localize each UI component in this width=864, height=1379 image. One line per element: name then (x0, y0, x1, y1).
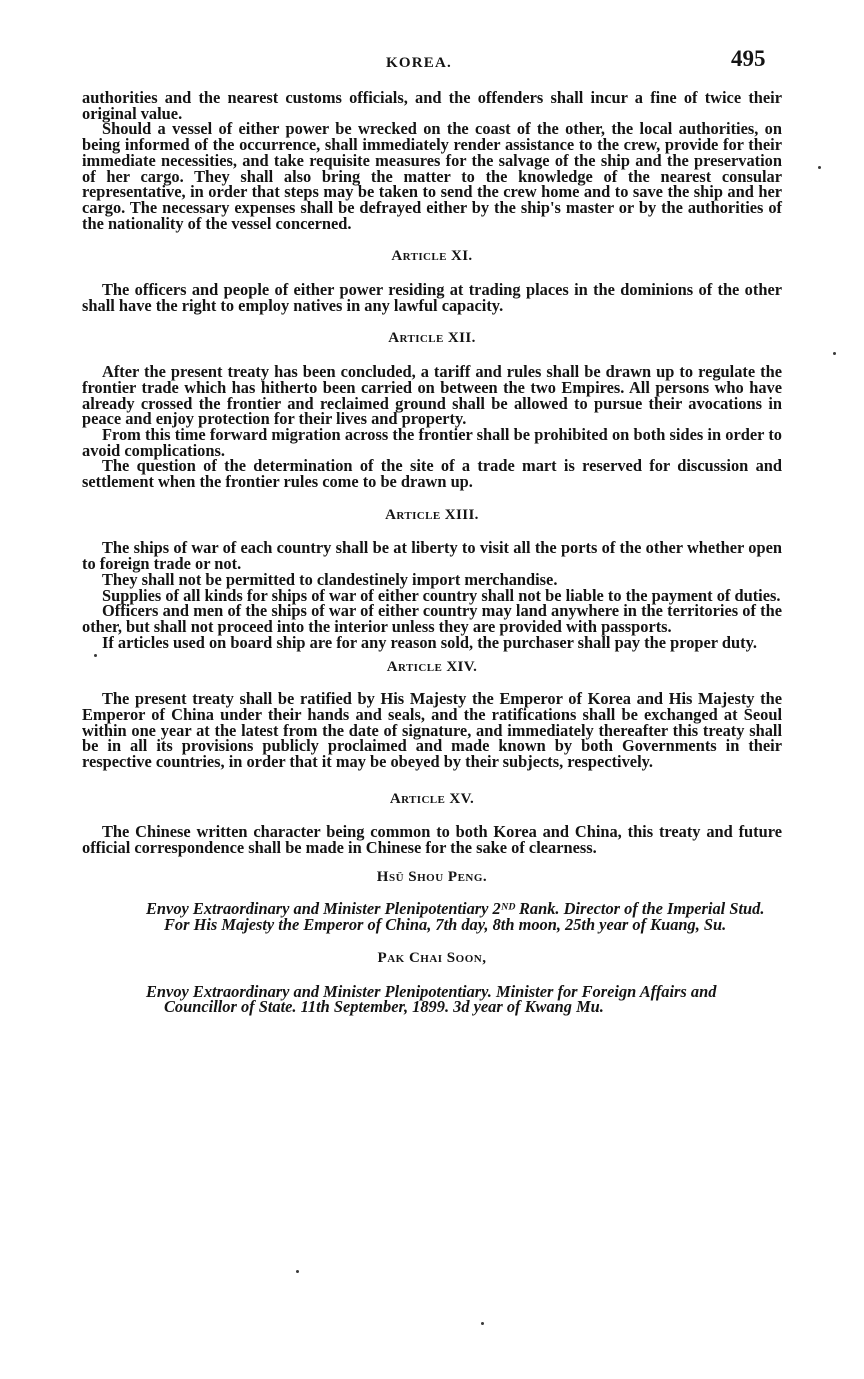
signer-1-name: Hsü Shou Peng. (376, 868, 488, 885)
article-12-paragraph-3: The question of the determination of the site of a trade mart is reserved for discussion and settlement when the frontier rules come to be drawn up. (82, 456, 782, 492)
article-13-heading: Article XIII. (385, 506, 479, 523)
print-speck (94, 654, 97, 657)
article-12-paragraph-2: From this time forward migration across the frontier shall be prohibited on both sides in order to avoid complications. (82, 424, 782, 460)
article-13-paragraph-5: If articles used on board ship are for any reason sold, the purchaser shall pay the proper duty. (102, 632, 757, 652)
print-speck (818, 166, 821, 169)
signer-2-credentials: Envoy Extraordinary and Minister Plenipotentiary. Minister for Foreign Affairs and Councillor of State. 11th September, 1899. 3d year of Kwang Mu. (146, 981, 717, 1017)
article-13-paragraph-1: The ships of war of each country shall be at liberty to visit all the ports of the other whether open to foreign trade or not. (82, 538, 782, 574)
document-body (82, 90, 782, 1015)
article-13-paragraph-2: They shall not be permitted to clandestinely import merchandise. (102, 569, 558, 589)
article-12-paragraph-1: After the present treaty has been concluded, a tariff and rules shall be drawn up to regulate the frontier trade which has hitherto been carried on between the two Empires. All persons who have already crossed the frontier and reclaimed ground shall be allowed to pursue their avocations in peace and enjoy protection for their lives and property. (82, 362, 782, 429)
running-header (0, 46, 864, 76)
article-11-heading: Article XI. (391, 248, 473, 265)
signer-1-credentials: Envoy Extraordinary and Minister Plenipotentiary 2ᴺᴰ Rank. Director of the Imperial Stud. For His Majesty the Emperor of China, 7th day, 8th moon, 25th year of Kuang, Su. (146, 899, 765, 935)
running-title: KOREA. (386, 55, 452, 71)
article-13-paragraph-3: Supplies of all kinds for ships of war of either country shall not be liable to the payment of duties. (102, 585, 781, 605)
article-15-paragraph: The Chinese written character being common to both Korea and China, this treaty and future official correspondence shall be made in Chinese for the sake of clearness. (82, 822, 782, 858)
article-13-paragraph-4: Officers and men of the ships of war of either country may land anywhere in the territories of the other, but shall not proceed into the interior unless they are provided with passports. (82, 601, 782, 636)
article-12-heading: Article XII. (388, 330, 476, 347)
print-speck (481, 1322, 484, 1325)
paragraph-wreck: Should a vessel of either power be wrecked on the coast of the other, the local authorities, on being informed of the occurrence, shall immediately render assistance to the crew, provide for their immediate necessities, and take requisite measures for the salvage of the ship and the preservation of her cargo. They shall also bring the matter to the knowledge of the nearest consular representative, in order that steps may be taken to send the crew home and to save the ship and her cargo. The necessary expenses shall be defrayed either by the ship's master or by the authorities of the nationality of the vessel concerned. (82, 119, 782, 233)
article-11-paragraph: The officers and people of either power residing at trading places in the dominions of the other shall have the right to employ natives in any lawful capacity. (82, 280, 782, 315)
article-14-heading: Article XIV. (386, 659, 478, 676)
article-15-heading: Article XV. (389, 790, 475, 807)
print-speck (833, 352, 836, 355)
signer-2-name: Pak Chai Soon, (377, 949, 487, 966)
page-number: 495 (731, 46, 766, 71)
print-speck (296, 1270, 299, 1273)
paragraph-continued: authorities and the nearest customs officials, and the offenders shall incur a fine of twice their original value. (82, 88, 782, 123)
article-14-paragraph: The present treaty shall be ratified by His Majesty the Emperor of Korea and His Majesty the Emperor of China under their hands and seals, and the ratifications shall be exchanged at Seoul within one year at the latest from the date of signature, and immediately thereafter this treaty shall be in all its provisions publicly proclaimed and made known by both Governments in their respective countries, in order that it may be obeyed by their subjects, respectively. (82, 689, 782, 771)
